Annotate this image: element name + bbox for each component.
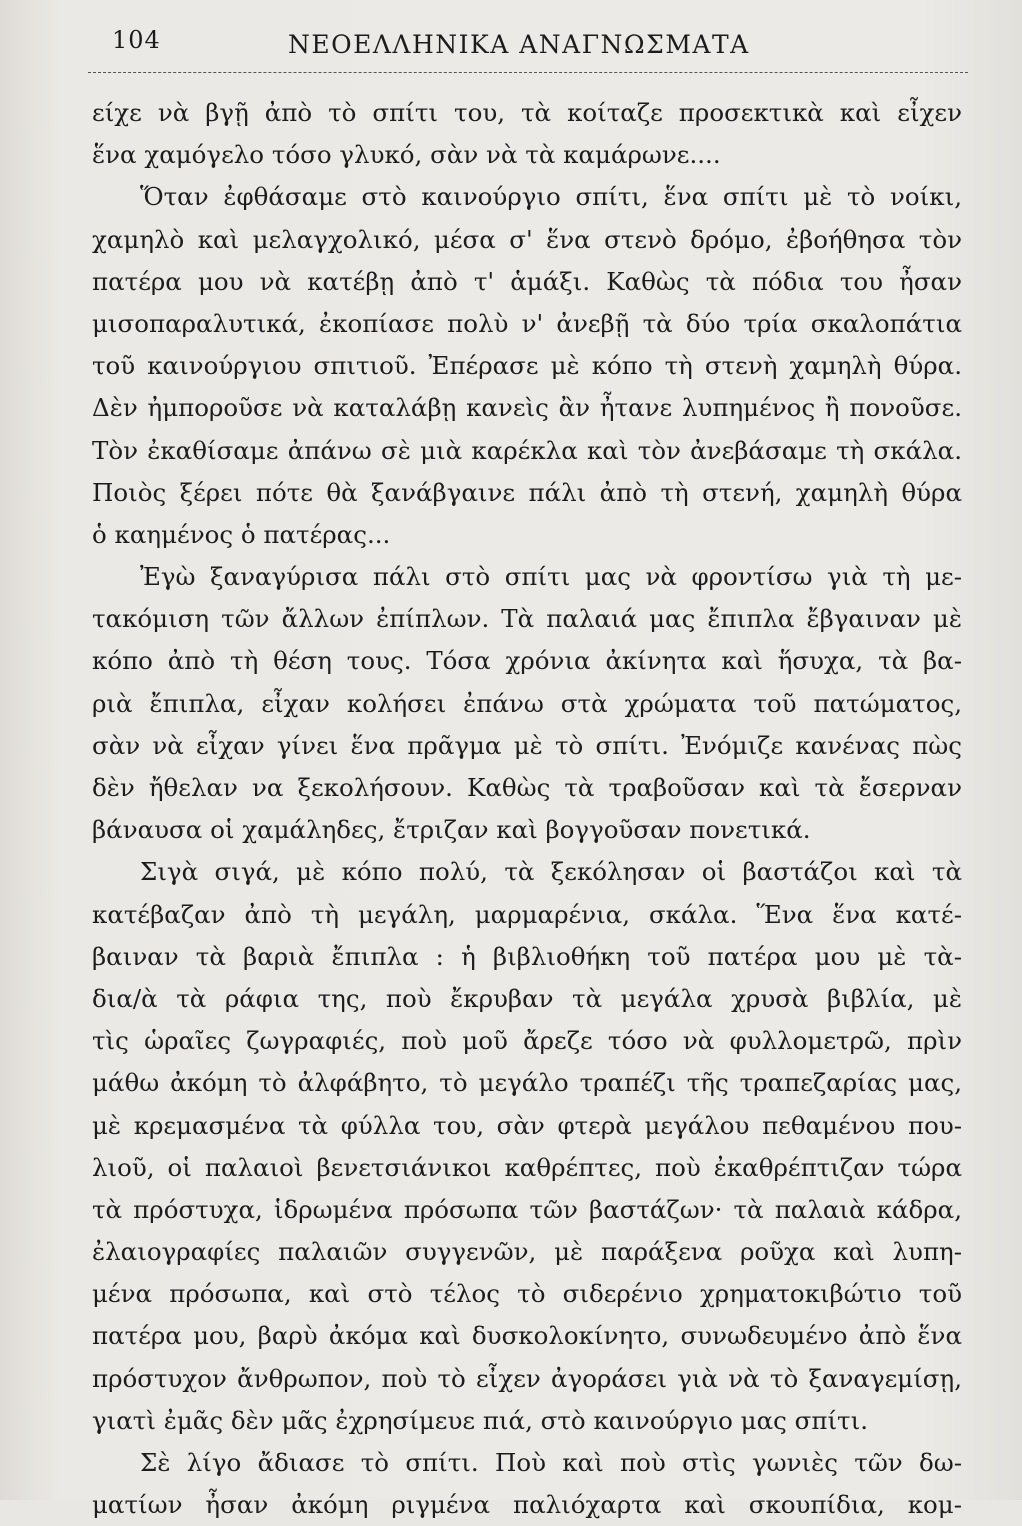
text-line: ὁ καημένος ὁ πατέρας... (92, 519, 391, 549)
text-line: λιοῦ, οἱ παλαιοὶ βενετσιάνικοι καθρέπτες, ποὺ ἐκαθρέπτιζαν τώρα (92, 1152, 962, 1182)
text-line: χαμηλὸ καὶ μελαγχολικό, μέσα σ' ἕνα στενὸ δρόμο, ἐβοήθησα τὸν (92, 224, 962, 254)
header-rule (88, 72, 968, 73)
text-line: μισοπαραλυτικά, ἐκοπίασε πολὺ ν' ἀνεβῇ τὰ δύο τρία σκαλοπάτια (92, 308, 962, 338)
text-line: βαιναν τὰ βαριὰ ἔπιπλα : ἡ βιβλιοθήκη τοῦ πατέρα μου μὲ τὰ- (92, 941, 962, 971)
text-line: Τὸν ἐκαθίσαμε ἀπάνω σὲ μιὰ καρέκλα καὶ τὸν ἀνεβάσαμε τὴ σκάλα. (92, 435, 962, 465)
text-line: μάθω ἀκόμη τὸ ἀλφάβητο, τὸ μεγάλο τραπέζι τῆς τραπεζαρίας μας, (92, 1068, 962, 1098)
text-line: γιατὶ ἐμᾶς δὲν μᾶς ἐχρησίμευε πιά, στὸ καινούργιο μας σπίτι. (92, 1405, 869, 1435)
text-line: τακόμιση τῶν ἄλλων ἐπίπλων. Τὰ παλαιά μας ἔπιπλα ἔβγαιναν μὲ (92, 604, 962, 634)
body-text (92, 92, 962, 1526)
page-number: 104 (112, 26, 161, 54)
text-line: μένα πρόσωπα, καὶ στὸ τέλος τὸ σιδερένιο χρηματοκιβώτιο τοῦ (92, 1279, 962, 1309)
text-line: μὲ κρεμασμένα τὰ φύλλα του, σὰν φτερὰ μεγάλου πεθαμένου που- (92, 1110, 962, 1140)
text-line: Ὅταν ἐφθάσαμε στὸ καινούργιο σπίτι, ἕνα σπίτι μὲ τὸ νοίκι, (140, 182, 962, 212)
text-line: δὲν ἤθελαν να ξεκολήσουν. Καθὼς τὰ τραβοῦσαν καὶ τὰ ἔσερναν (92, 773, 962, 802)
text-line: κόπο ἀπὸ τὴ θέση τους. Τόσα χρόνια ἀκίνητα καὶ ἥσυχα, τὰ βα- (92, 646, 962, 676)
text-line: ριὰ ἔπιπλα, εἶχαν κολήσει ἐπάνω στὰ χρώματα τοῦ πατώματος, (92, 688, 962, 718)
text-line: πρόστυχον ἄνθρωπον, ποὺ τὸ εἶχεν ἀγοράσει γιὰ νὰ τὸ ξαναγεμίσῃ, (92, 1363, 962, 1393)
text-line: δια/ὰ τὰ ράφια της, ποὺ ἔκρυβαν τὰ μεγάλα χρυσὰ βιβλία, μὲ (92, 983, 962, 1013)
text-line: πατέρα μου νὰ κατέβῃ ἀπὸ τ' ἁμάξι. Καθὼς τὰ πόδια του ἦσαν (92, 266, 962, 296)
text-line: Σιγὰ σιγά, μὲ κόπο πολύ, τὰ ξεκόλησαν οἱ βαστάζοι καὶ τὰ (140, 857, 962, 887)
text-line: ματίων ἦσαν ἀκόμη ριγμένα παλιόχαρτα καὶ σκουπίδια, κομ- (92, 1490, 962, 1520)
text-line: ἕνα χαμόγελο τόσο γλυκό, σὰν νὰ τὰ καμάρωνε.... (92, 140, 721, 170)
text-line: βάναυσα οἱ χαμάληδες, ἔτριζαν καὶ βογγοῦσαν πονετικά. (92, 815, 811, 845)
text-line: τὶς ὡραῖες ζωγραφιές, ποὺ μοῦ ἄρεζε τόσο νὰ φυλλομετρῶ, πρὶν (92, 1026, 962, 1056)
text-line: Δὲν ἠμποροῦσε νὰ καταλάβῃ κανεὶς ἂν ἦτανε λυπημένος ἢ πονοῦσε. (92, 393, 962, 423)
text-line: σὰν νὰ εἶχαν γίνει ἕνα πρᾶγμα μὲ τὸ σπίτι. Ἐνόμιζε κανένας πὼς (92, 730, 962, 760)
text-line: τοῦ καινούργιου σπιτιοῦ. Ἐπέρασε μὲ κόπο τὴ στενὴ χαμηλὴ θύρα. (92, 351, 962, 381)
text-line: πατέρα μου, βαρὺ ἀκόμα καὶ δυσκολοκίνητο, συνωδευμένο ἀπὸ ἕνα (92, 1321, 962, 1351)
text-line: κατέβαζαν ἀπὸ τὴ μεγάλη, μαρμαρένια, σκάλα. Ἕνα ἕνα κατέ- (92, 899, 962, 929)
text-line: ἐλαιογραφίες παλαιῶν συγγενῶν, μὲ παράξενα ροῦχα καὶ λυπη- (92, 1237, 962, 1267)
running-title: ΝΕΟΕΛΛΗΝΙΚΑ ΑΝΑΓΝΩΣΜΑΤΑ (288, 30, 750, 59)
text-line: Ποιὸς ξέρει πότε θὰ ξανάβγαινε πάλι ἀπὸ τὴ στενή, χαμηλὴ θύρα (92, 477, 962, 507)
text-line: τὰ πρόστυχα, ἱδρωμένα πρόσωπα τῶν βαστάζων· τὰ παλαιὰ κάδρα, (92, 1194, 962, 1224)
text-line: Σὲ λίγο ἄδιασε τὸ σπίτι. Ποὺ καὶ ποὺ στὶς γωνιὲς τῶν δω- (140, 1448, 962, 1477)
text-line: Ἐγὼ ξαναγύρισα πάλι στὸ σπίτι μας νὰ φροντίσω γιὰ τὴ με- (140, 562, 962, 592)
text-line: είχε νὰ βγῇ ἀπὸ τὸ σπίτι του, τὰ κοίταζε προσεκτικὰ καὶ εἶχεν (92, 98, 962, 127)
page-header (90, 22, 970, 72)
